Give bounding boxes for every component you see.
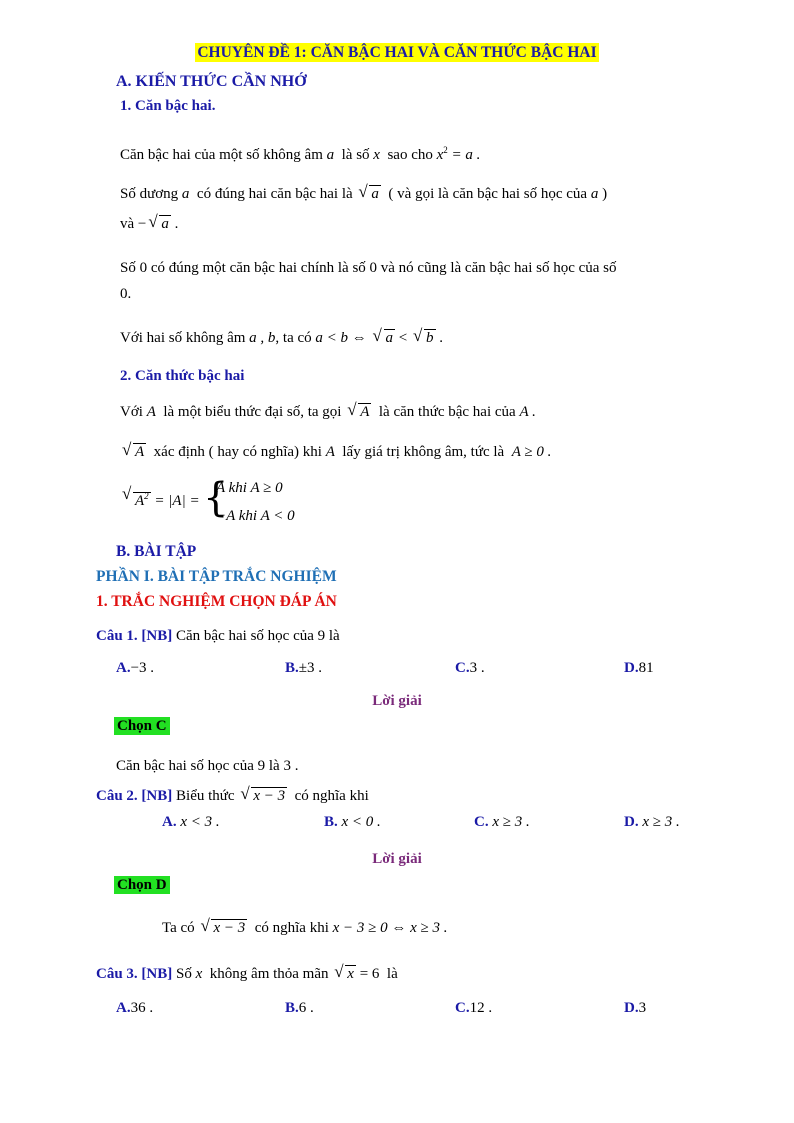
abs-value-formula: √ $A^2 = |A|$ = xyxy=(122,484,200,509)
q3-option-a: A.36 . xyxy=(116,1000,154,1016)
q2-option-b: B. x < 0 . xyxy=(324,814,381,830)
q2-solution-heading: Lời giải xyxy=(372,851,422,867)
multiple-choice-heading: 1. TRẮC NGHIỆM CHỌN ĐÁP ÁN xyxy=(96,593,337,610)
piecewise-case-1: A khi A ≥ 0 xyxy=(216,480,283,496)
q1-option-c: C.3 . xyxy=(455,660,485,676)
q2-answer-badge: Chọn D xyxy=(114,875,170,895)
q2-explanation: Ta có √ x − 3 có nghĩa khi x − 3 ≥ 0 ⇔ x ≥ 3 . xyxy=(162,916,448,936)
q1-answer-badge: Chọn C xyxy=(114,716,170,736)
paragraph-zero-line2: 0. xyxy=(120,286,132,302)
q1-solution-heading: Lời giải xyxy=(372,693,422,709)
document-title: CHUYÊN ĐỀ 1: CĂN BẬC HAI VÀ CĂN THỨC BẬC HAI xyxy=(197,44,597,61)
paragraph-positive-roots-line2: và − √ a . xyxy=(120,212,179,232)
section-b-heading: B. BÀI TẬP xyxy=(116,543,197,560)
sqrt-a: √ a xyxy=(358,182,379,202)
q2-option-c: C. x ≥ 3 . xyxy=(474,814,530,830)
paragraph-positive-roots: Số dương a có đúng hai căn bậc hai là √ a ( và gọi là căn bậc hai số học của a ) xyxy=(120,182,608,202)
question-3: Câu 3. [NB] Số x không âm thỏa mãn √ x = 6 là xyxy=(96,962,398,982)
piecewise-case-2: −A khi A < 0 xyxy=(216,508,295,524)
q1-option-d: D.81 xyxy=(624,660,654,676)
subsection-1-heading: 1. Căn bậc hai. xyxy=(120,98,216,114)
paragraph-radical-def: Với A là một biểu thức đại số, ta gọi √ A là căn thức bậc hai của A . xyxy=(120,400,536,420)
q1-option-b: B.±3 . xyxy=(285,660,322,676)
q1-option-a: A.−3 . xyxy=(116,660,155,676)
q3-option-b: B.6 . xyxy=(285,1000,314,1016)
q2-option-d: D. x ≥ 3 . xyxy=(624,814,680,830)
q2-option-a: A. x < 3 . xyxy=(162,814,220,830)
q3-option-c: C.12 . xyxy=(455,1000,493,1016)
question-1: Câu 1. [NB] Căn bậc hai số học của 9 là xyxy=(96,628,340,644)
paragraph-definition: Căn bậc hai của một số không âm a là số x sao cho $x^2 = a$ . xyxy=(120,145,481,163)
q1-explanation: Căn bậc hai số học của 9 là 3 . xyxy=(116,758,299,774)
subsection-2-heading: 2. Căn thức bậc hai xyxy=(120,368,245,384)
section-a-heading: A. KIẾN THỨC CẦN NHỚ xyxy=(116,73,307,90)
part-1-heading: PHẦN I. BÀI TẬP TRẮC NGHIỆM xyxy=(96,568,337,585)
paragraph-defined-condition: √ A xác định ( hay có nghĩa) khi A lấy giá trị không âm, tức là A ≥ 0 . xyxy=(122,440,552,460)
paragraph-comparison: Với hai số không âm a , b, ta có a < b ⇔ √ a < √ b . xyxy=(120,326,443,346)
q3-option-d: D.3 xyxy=(624,1000,647,1016)
question-2: Câu 2. [NB] Biểu thức √ x − 3 có nghĩa khi xyxy=(96,784,369,804)
piecewise-brace: { xyxy=(203,475,229,521)
paragraph-zero: Số 0 có đúng một căn bậc hai chính là số 0 và nó cũng là căn bậc hai số học của số xyxy=(120,260,617,276)
